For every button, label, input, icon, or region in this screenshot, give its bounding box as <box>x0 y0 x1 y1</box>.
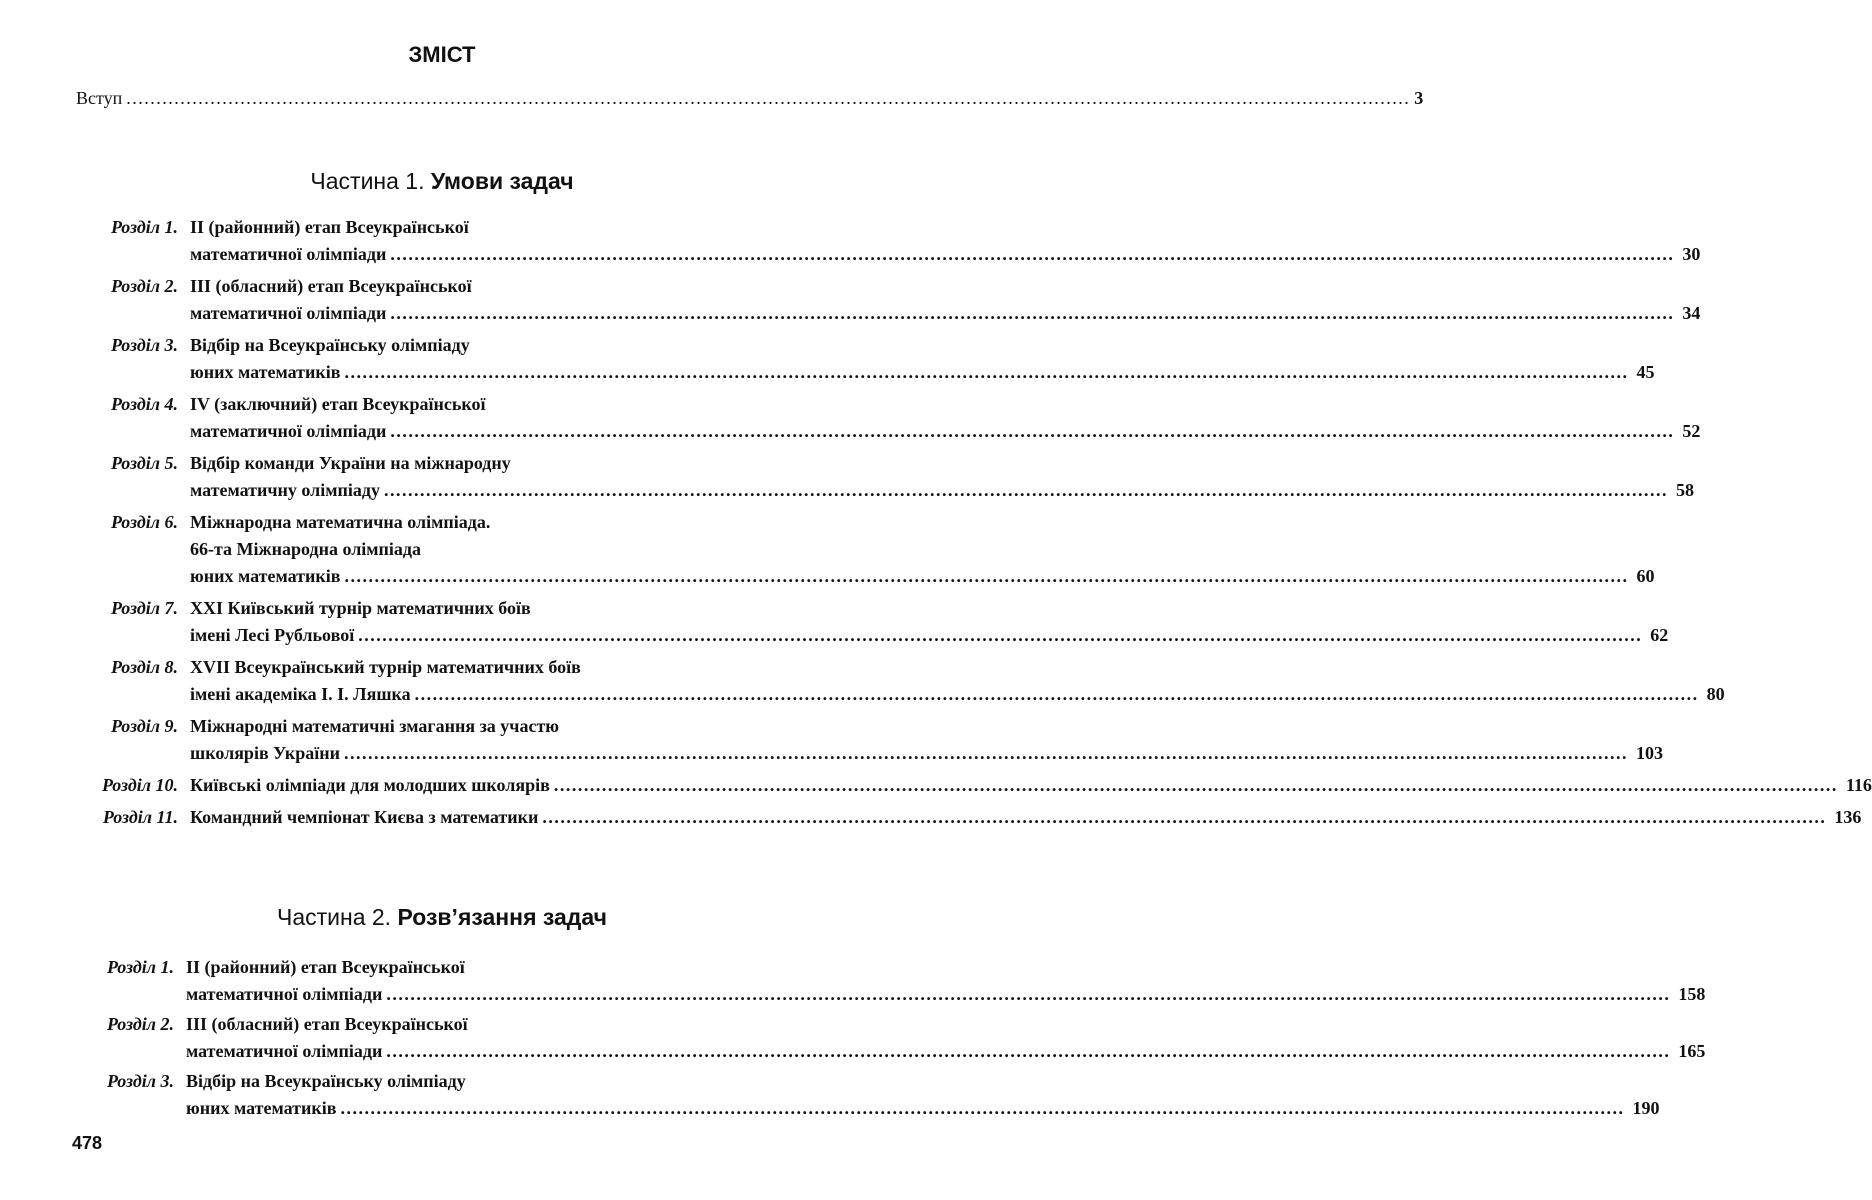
entry-page: 30 <box>1682 244 1701 264</box>
part2-title: Розв’язання задач <box>397 904 607 930</box>
section-label: Розділ 8. <box>110 657 178 677</box>
entry-title-line: математичної олімпіади <box>186 984 383 1004</box>
toc-entry <box>66 954 1706 1008</box>
entry-page: 52 <box>1682 421 1701 441</box>
entry-page: 103 <box>1636 743 1664 763</box>
part1-prefix: Частина 1. <box>310 168 425 194</box>
entry-page: 116 <box>1845 775 1872 795</box>
section-label: Розділ 6. <box>110 512 178 532</box>
entry-title-line: математичної олімпіади <box>190 244 387 264</box>
toc-entry <box>70 772 1872 799</box>
entry-title-line: математичну олімпіаду <box>190 480 381 500</box>
section-label: Розділ 2. <box>110 276 178 296</box>
section-label: Розділ 9. <box>110 716 178 736</box>
entry-page: 62 <box>1650 625 1669 645</box>
toc-entry <box>70 214 1701 268</box>
leader-dots <box>344 563 1628 590</box>
part2-toc <box>66 954 1706 1125</box>
section-label: Розділ 11. <box>102 807 178 827</box>
entry-page: 158 <box>1678 984 1706 1004</box>
section-label: Розділ 3. <box>110 335 178 355</box>
entry-title-line: Міжнародна математична олімпіада. <box>190 512 491 532</box>
entry-page: 60 <box>1636 566 1655 586</box>
leader-dots <box>340 1095 1624 1122</box>
toc-entry <box>70 509 1655 590</box>
leader-dots <box>126 88 1410 109</box>
leader-dots <box>390 241 1674 268</box>
section-label: Розділ 5. <box>110 453 178 473</box>
toc-entry <box>70 804 1862 831</box>
entry-title-line: II (районний) етап Всеукраїнської <box>186 957 465 977</box>
toc-entry <box>70 332 1655 386</box>
entry-title-line: імені академіка І. І. Ляшка <box>190 684 411 704</box>
entry-page: 165 <box>1678 1041 1706 1061</box>
leader-dots <box>415 681 1699 708</box>
entry-title-line: Відбір на Всеукраїнську олімпіаду <box>186 1071 466 1091</box>
toc-entry <box>66 1011 1706 1065</box>
section-label: Розділ 2. <box>106 1014 174 1034</box>
part1-toc <box>70 214 1872 836</box>
entry-title-line: III (обласний) етап Всеукраїнської <box>186 1014 468 1034</box>
entry-title-line: XVII Всеукраїнський турнір математичних боїв <box>190 657 581 677</box>
entry-title-line: 66-та Міжнародна олімпіада <box>190 539 422 559</box>
leader-dots <box>390 418 1674 445</box>
entry-title-line: школярів України <box>190 743 341 763</box>
leader-dots <box>344 740 1628 767</box>
section-label: Розділ 1. <box>106 957 174 977</box>
leader-dots <box>542 804 1826 831</box>
entry-page: 34 <box>1682 303 1701 323</box>
entry-title-line: Командний чемпіонат Києва з математики <box>190 807 539 827</box>
entry-page: 136 <box>1834 807 1862 827</box>
section-label: Розділ 7. <box>110 598 178 618</box>
page-number: 478 <box>72 1133 103 1153</box>
leader-dots <box>386 1038 1670 1065</box>
toc-entry <box>70 450 1695 504</box>
leader-dots <box>344 359 1628 386</box>
entry-page: 80 <box>1706 684 1725 704</box>
toc-entry <box>70 391 1701 445</box>
entry-title-line: Відбір на Всеукраїнську олімпіаду <box>190 335 470 355</box>
entry-title-line: IV (заключний) етап Всеукраїнської <box>190 394 486 414</box>
entry-page: 58 <box>1676 480 1695 500</box>
entry-title-line: II (районний) етап Всеукраїнської <box>190 217 469 237</box>
section-label: Розділ 10. <box>101 775 178 795</box>
entry-title-line: XXI Київський турнір математичних боїв <box>190 598 531 618</box>
entry-title-line: юних математиків <box>186 1098 337 1118</box>
intro-page: 3 <box>1414 88 1424 108</box>
page-title: ЗМІСТ <box>408 42 476 67</box>
entry-title-line: Міжнародні математичні змагання за участю <box>190 716 560 736</box>
toc-entry-intro <box>76 88 1424 109</box>
entry-title-line: Відбір команди України на міжнародну <box>190 453 511 473</box>
part2-heading <box>0 904 884 931</box>
entry-page: 45 <box>1636 362 1655 382</box>
leader-dots <box>358 622 1642 649</box>
toc-entry <box>70 273 1701 327</box>
entry-title-line: математичної олімпіади <box>190 303 387 323</box>
entry-page: 190 <box>1632 1098 1660 1118</box>
toc-entry <box>66 1068 1660 1122</box>
section-label: Розділ 4. <box>110 394 178 414</box>
part1-heading <box>0 168 884 195</box>
part2-prefix: Частина 2. <box>277 904 392 930</box>
entry-title-line: юних математиків <box>190 362 341 382</box>
toc-entry <box>70 654 1725 708</box>
leader-dots <box>554 772 1838 799</box>
part1-title: Умови задач <box>430 168 574 194</box>
section-label: Розділ 1. <box>110 217 178 237</box>
entry-title-line: III (обласний) етап Всеукраїнської <box>190 276 472 296</box>
section-label: Розділ 3. <box>106 1071 174 1091</box>
toc-entry <box>70 713 1664 767</box>
entry-title-line: імені Лесі Рубльової <box>190 625 355 645</box>
leader-dots <box>386 981 1670 1008</box>
entry-title-line: математичної олімпіади <box>186 1041 383 1061</box>
entry-title-line: Київські олімпіади для молодших школярів <box>190 775 550 795</box>
entry-title-line: математичної олімпіади <box>190 421 387 441</box>
toc-entry <box>70 595 1669 649</box>
intro-label: Вступ <box>76 88 123 108</box>
entry-title-line: юних математиків <box>190 566 341 586</box>
leader-dots <box>384 477 1668 504</box>
leader-dots <box>390 300 1674 327</box>
